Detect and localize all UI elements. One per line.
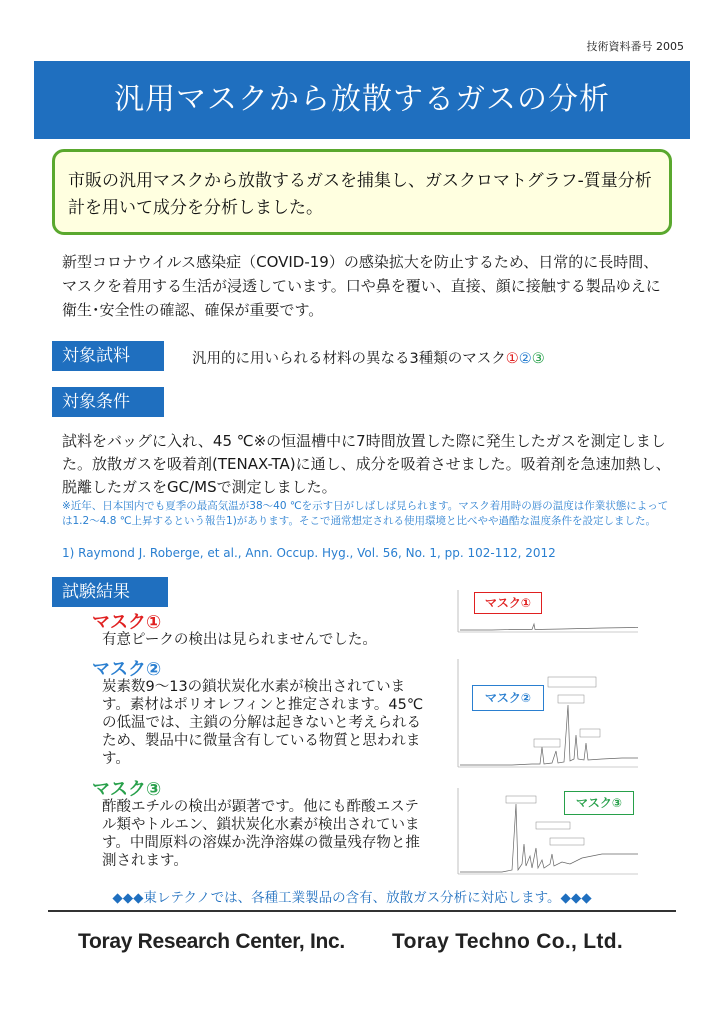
mask2-result: 炭素数9～13の鎖状炭化水素が検出されています。素材はポリオレフィンと推定されます。45℃の低温では、主鎖の分解は起きないと考えられるため、製品中に微量含有している物質と思われます。 [102,679,424,767]
mask1-heading: マスク① [92,612,162,633]
conditions-note: ※近年、日本国内でも夏季の最高気温が38～40 ℃を示す日がしばしば見られます。マスク着用時の唇の温度は作業状態によっては1.2～4.8 ℃上昇するという報告1)があります。そこで通常想定される使用環境と比べやや過酷な温度条件を設定しました。 [62,500,669,527]
conditions-text: 試料をバッグに入れ、45 ℃※の恒温槽中に7時間放置した際に発生したガスを測定しました。放散ガスを吸着剤(TENAX-TA)に通し、成分を吸着させました。吸着剤を急速加熱し、脱離したガスをGC/MSで測定しました。 [62,432,671,496]
section-label-results: 試験結果 [52,577,168,607]
chart-tag-mask2: マスク② [472,685,544,711]
document-number: 技術資料番号 2005 [586,40,684,53]
chart-tag-mask1: マスク① [474,592,542,614]
mask-number-2: ② [518,351,532,367]
intro-paragraph: 新型コロナウイルス感染症（COVID-19）の感染拡大を防止するため、日常的に長時間、マスクを着用する生活が浸透しています。口や鼻を覆い、直接、顔に接触する製品ゆえに衛生･安全性の確認、確保が重要です。 [62,253,661,319]
reference-citation: 1) Raymond J. Roberge, et al., Ann. Occup. Hyg., Vol. 56, No. 1, pp. 102-112, 2012 [62,546,556,560]
page-title: 汎用マスクから放散するガスの分析 [114,82,610,117]
section-label-sample: 対象試料 [52,341,164,371]
section-label-conditions: 対象条件 [52,387,164,417]
logo-toray-techno: Toray Techno Co., Ltd. [392,930,623,953]
mask3-result: 酢酸エチルの検出が顕著です。他にも酢酸エステル類やトルエン、鎖状炭化水素が検出されています。中間原料の溶媒か洗浄溶媒の微量残存物と推測されます。 [102,799,420,869]
mask3-heading: マスク③ [92,779,162,800]
chromatogram-mask2 [452,655,642,775]
chart-tag-mask3: マスク③ [564,791,634,815]
mask-number-3: ③ [531,351,545,367]
mask2-heading: マスク② [92,659,162,680]
mask1-result: 有意ピークの検出は見られませんでした。 [102,632,377,648]
sample-text: 汎用的に用いられる材料の異なる3種類のマスク [192,351,506,367]
footer-notice: ◆◆◆東レテクノでは、各種工業製品の含有、放散ガス分析に対応します。◆◆◆ [112,890,592,906]
footer-divider [48,910,676,912]
mask-number-1: ① [505,351,519,367]
logo-toray-research-center: Toray Research Center, Inc. [78,930,345,953]
summary-text: 市販の汎用マスクから放散するガスを捕集し、ガスクロマトグラフ-質量分析計を用いて成分を分析しました。 [68,171,652,218]
sample-description [192,347,545,368]
